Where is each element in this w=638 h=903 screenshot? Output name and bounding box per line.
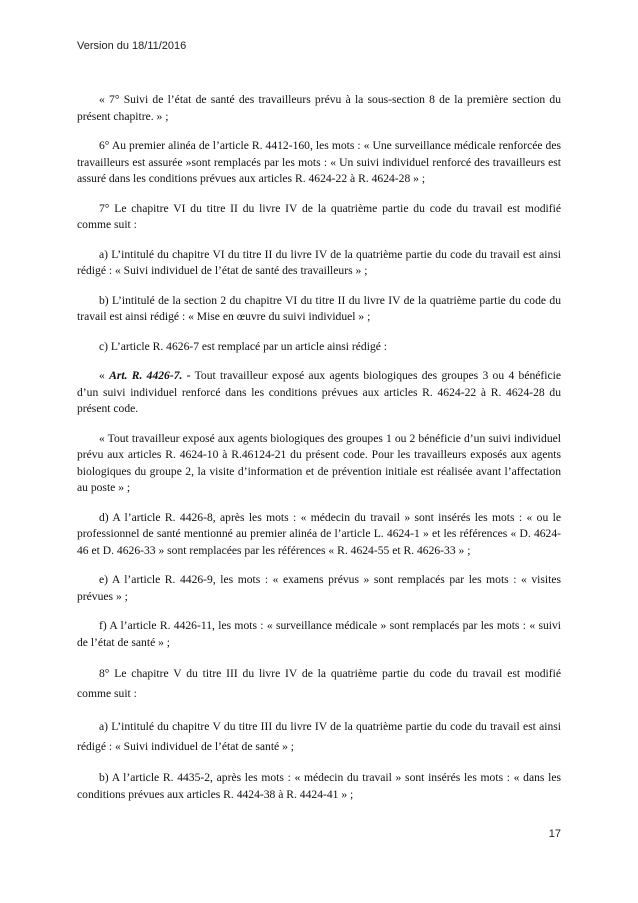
paragraph-7-chapitre-vi: 7° Le chapitre VI du titre II du livre IV de la quatrième partie du code du travail est modifié comme suit :: [77, 201, 561, 231]
paragraph-article-r4426-7: [77, 368, 561, 418]
paragraph-a-intitule-chapitre-v: a) L’intitulé du chapitre V du titre III du livre IV de la quatrième partie du code du travail est ainsi rédigé : « Suivi individuel de l’état de santé » ;: [77, 720, 561, 753]
paragraph-6-r4412-160: 6° Au premier alinéa de l’article R. 4412-160, les mots : « Une surveillance médicale renforcée des travailleurs est assurée »sont remplacés par les mots : « Un suivi individuel renforcé des travailleurs est assuré dans les conditions prévues aux articles R. 4624-22 à R. 4624-28 » ;: [77, 139, 561, 185]
paragraph-b-r4435-2: b) A l’article R. 4435-2, après les mots : « médecin du travail » sont insérés les mots : « dans les conditions prévues aux articles R. 4424-38 à R. 4424-41 » ;: [77, 771, 561, 801]
paragraph-groupes-1-2: « Tout travailleur exposé aux agents biologiques des groupes 1 ou 2 bénéficie d’un suivi individuel prévu aux articles R. 4624-10 à R.46124-21 du présent code. Pour les travailleurs exposés aux agents biologiques du groupe 2, la visite d’information et de prévention initiale est réalisée avant l’affectation au poste » ;: [77, 431, 561, 494]
article-label: Art. R. 4426-7. -: [109, 369, 191, 382]
paragraph-c-article-r4626-7: c) L’article R. 4626-7 est remplacé par un article ainsi rédigé :: [99, 339, 388, 353]
paragraph-f-r4426-11: f) A l’article R. 4426-11, les mots : « surveillance médicale » sont remplacés par les mots : « suivi de l’état de santé » ;: [77, 619, 561, 649]
article-text: Tout travailleur exposé aux agents biologiques des groupes 3 ou 4 bénéficie d’un suivi individuel renforcé dans les conditions prévues aux articles R. 4624-22 à R. 4624-28 du présent code.: [77, 369, 562, 415]
paragraph-8-chapitre-v: 8° Le chapitre V du titre III du livre IV de la quatrième partie du code du travail est modifié comme suit :: [77, 667, 561, 700]
paragraph-d-r4426-8: d) A l’article R. 4426-8, après les mots : « médecin du travail » sont insérés les mots : « ou le professionnel de santé mentionné au premier alinéa de l’article L. 4624-1 » et les références « D. 4624-46 et D. 4626-33 » sont remplacées par les références « R. 4624-55 et R. 4626-33 » ;: [77, 510, 561, 557]
paragraph-a-intitule-chapitre: a) L’intitulé du chapitre VI du titre II du livre IV de la quatrième partie du code du travail est ainsi rédigé : « Suivi individuel de l’état de santé des travailleurs » ;: [77, 247, 561, 277]
paragraph-e-r4426-9: e) A l’article R. 4426-9, les mots : « examens prévus » sont remplacés par les mots : « visites prévues » ;: [77, 573, 561, 603]
paragraph-b-intitule-section: b) L’intitulé de la section 2 du chapitre VI du titre II du livre IV de la quatrième partie du code du travail est ainsi rédigé : « Mise en œuvre du suivi individuel » ;: [77, 293, 561, 323]
paragraph-7-suivi: « 7° Suivi de l’état de santé des travailleurs prévu à la sous-section 8 de la première section du présent chapitre. » ;: [77, 93, 561, 123]
page-number: 17: [548, 828, 561, 840]
page-header-version: Version du 18/11/2016: [77, 40, 187, 52]
quote-open: «: [99, 369, 110, 382]
document-body: [77, 92, 561, 816]
